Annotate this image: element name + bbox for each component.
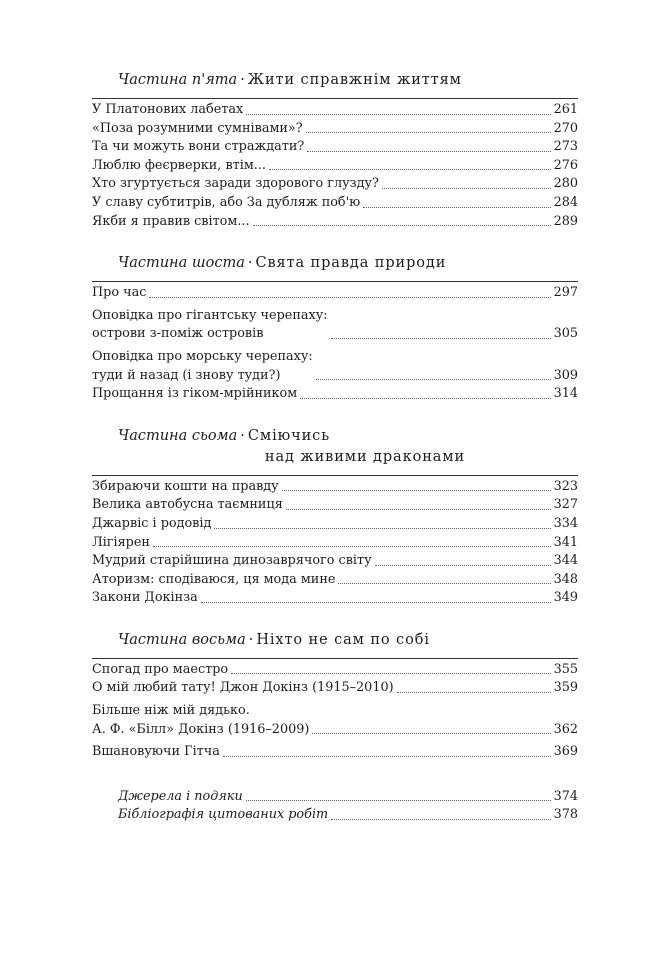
entry-title: Вшановуючи Гітча: [92, 744, 220, 760]
part-title: Сміючись: [247, 427, 330, 444]
toc-entry[interactable]: [92, 284, 578, 303]
dot-leader: [382, 188, 551, 189]
dot-leader: [214, 528, 550, 529]
page-number: 355: [553, 661, 578, 677]
part-separator: ·: [240, 72, 245, 88]
page-number: 327: [553, 497, 578, 513]
entry-title: Про час: [92, 285, 147, 301]
page-number: 284: [553, 194, 578, 210]
dot-leader: [363, 207, 550, 208]
entry-title: Велика автобусна таємниця: [92, 497, 283, 513]
dot-leader: [153, 546, 551, 547]
part-title: Свята правда природи: [255, 255, 447, 272]
toc-entry[interactable]: [92, 534, 578, 553]
entry-title: Люблю феєрверки, втім...: [92, 157, 266, 173]
entry-title: У славу субтитрів, або За дубляж поб'ю: [92, 194, 361, 210]
entry-title-line2: А. Ф. «Білл» Докінз (1916–2009): [92, 721, 310, 737]
page-number: 378: [553, 807, 578, 823]
page-number: 280: [553, 176, 578, 192]
entry-title: Лігіярен: [92, 534, 150, 550]
toc-entry[interactable]: [92, 120, 578, 139]
dot-leader: [397, 692, 551, 693]
dot-leader: [338, 583, 550, 584]
entry-title: Оповідка про морську черепаху:: [92, 348, 313, 364]
toc-entry[interactable]: [92, 552, 578, 571]
page-number: 314: [553, 386, 578, 402]
toc-entry[interactable]: [92, 661, 578, 680]
entry-title: О мій любий тату! Джон Докінз (1915–2010): [92, 680, 394, 696]
entry-title: Закони Докінза: [92, 590, 198, 606]
entry-title: «Поза розумними сумнівами»?: [92, 120, 303, 136]
toc-entry[interactable]: [92, 307, 578, 344]
dot-leader: [331, 338, 551, 339]
page-number: 273: [553, 139, 578, 155]
toc-entry[interactable]: [118, 806, 578, 825]
toc-entry[interactable]: [92, 702, 578, 739]
part-seven-section: [92, 426, 578, 608]
entry-title: Та чи можуть вони страждати?: [92, 139, 305, 155]
page-number: 349: [553, 590, 578, 606]
part-label: Частина сьома: [118, 427, 238, 444]
dot-leader: [300, 398, 550, 399]
dot-leader: [312, 733, 550, 734]
entry-title: Аторизм: сподіваюся, ця мода мине: [92, 571, 336, 587]
dot-leader: [231, 673, 550, 674]
page-number: 374: [553, 788, 578, 804]
part-five-section: [92, 70, 578, 231]
section-rule: [92, 658, 578, 659]
dot-leader: [246, 800, 551, 801]
part-six-section: [92, 253, 578, 404]
entry-title: Більше ніж мій дядько.: [92, 703, 250, 719]
entry-title: У Платонових лабетах: [92, 102, 244, 117]
dot-leader: [253, 225, 551, 226]
toc-entry[interactable]: [92, 213, 578, 232]
toc-entry[interactable]: [92, 385, 578, 404]
toc-entry[interactable]: [92, 496, 578, 515]
entry-title: Джерела і подяки: [118, 788, 243, 804]
entry-title: Спогад про маестро: [92, 661, 229, 677]
page-number: 276: [553, 157, 578, 173]
dot-leader: [201, 602, 551, 603]
entry-title: Хто згуртується заради здорового глузду?: [92, 176, 379, 192]
page-number: 341: [553, 534, 578, 550]
part-eight-section: [92, 630, 578, 825]
section-rule: [92, 475, 578, 476]
entry-title: Якби я правив світом...: [92, 213, 250, 229]
entry-title: Оповідка про гігантську черепаху:: [92, 307, 328, 323]
toc-entry[interactable]: [92, 571, 578, 590]
toc-entry[interactable]: [92, 743, 578, 762]
part-separator: ·: [248, 631, 254, 648]
entry-title: Прощання із гіком-мрійником: [92, 386, 298, 402]
dot-leader: [282, 490, 551, 491]
entry-title-line2: острови з-поміж островів: [92, 326, 264, 342]
back-matter: [92, 788, 578, 825]
page-number: 359: [553, 680, 578, 696]
page-number: 334: [553, 515, 578, 531]
part-heading: [92, 426, 578, 468]
page-number: 344: [553, 553, 578, 569]
section-rule: [92, 281, 578, 282]
part-title: Ніхто не сам по собі: [256, 631, 430, 648]
part-label: Частина шоста: [118, 255, 245, 272]
part-title: Жити справжнім життям: [247, 72, 462, 88]
toc-entry[interactable]: [92, 194, 578, 213]
entry-title: Збираючи кошти на правду: [92, 478, 279, 494]
page-number: 369: [553, 744, 578, 760]
entry-title-line2: туди й назад (і знову туди?): [92, 367, 281, 383]
entry-title: Мудрий старійшина динозаврячого світу: [92, 553, 372, 569]
page-number: 297: [553, 285, 578, 301]
toc-entry[interactable]: [92, 101, 578, 120]
dot-leader: [223, 756, 551, 757]
part-separator: ·: [247, 255, 253, 272]
section-rule: [92, 98, 578, 99]
part-label: Частина восьма: [118, 631, 246, 648]
page-number: 323: [553, 478, 578, 494]
dot-leader: [307, 151, 550, 152]
part-label: Частина п'ята: [118, 72, 238, 88]
page-number: 270: [553, 120, 578, 136]
entry-title: Бібліографія цитованих робіт: [118, 807, 329, 823]
toc-entry[interactable]: [92, 679, 578, 698]
page-number: 362: [553, 721, 578, 737]
toc-entry[interactable]: [92, 175, 578, 194]
toc-entry[interactable]: [92, 589, 578, 608]
page-number: 261: [553, 102, 578, 117]
toc-entry[interactable]: [118, 788, 578, 807]
dot-leader: [316, 379, 551, 380]
dot-leader: [375, 565, 551, 566]
toc-entry[interactable]: [92, 478, 578, 497]
part-heading: [92, 253, 578, 274]
dot-leader: [149, 297, 550, 298]
part-heading: [92, 70, 578, 91]
dot-leader: [331, 819, 550, 820]
dot-leader: [246, 114, 550, 115]
page-number: 305: [553, 326, 578, 342]
dot-leader: [269, 169, 551, 170]
toc-entry[interactable]: [92, 138, 578, 157]
page-number: 309: [553, 367, 578, 383]
table-of-contents: [92, 70, 578, 847]
page-number: 348: [553, 571, 578, 587]
dot-leader: [306, 132, 551, 133]
entry-title: Джарвіс і родовід: [92, 515, 212, 531]
part-separator: ·: [240, 427, 245, 444]
part-heading: [92, 630, 578, 651]
part-title-line2: над живими драконами: [264, 448, 466, 465]
dot-leader: [286, 509, 551, 510]
toc-entry[interactable]: [92, 348, 578, 385]
toc-entry[interactable]: [92, 157, 578, 176]
toc-entry[interactable]: [92, 515, 578, 534]
page-number: 289: [553, 213, 578, 229]
